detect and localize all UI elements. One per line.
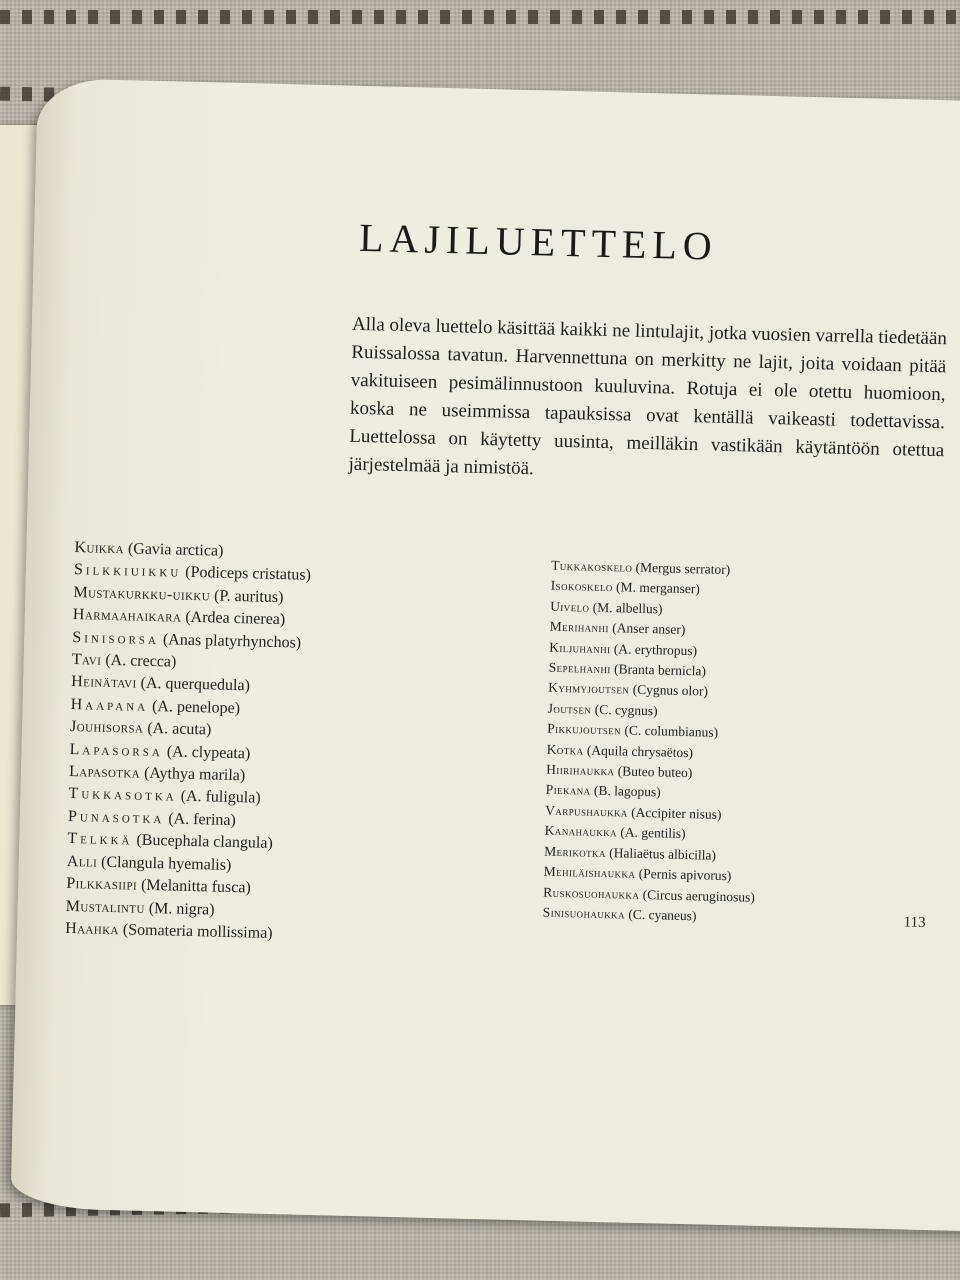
species-common-name: Tavi: [71, 651, 102, 669]
species-common-name: Varpushaukka: [545, 802, 628, 820]
species-common-name: Uivelo: [550, 598, 590, 615]
species-common-name: Mustalintu: [65, 897, 146, 917]
species-latin-name: (Buteo buteo): [617, 763, 693, 781]
species-entry: [65, 918, 303, 946]
species-latin-name: (Bucephala clangula): [136, 831, 273, 853]
species-latin-name: (A. ferina): [168, 810, 237, 829]
species-common-name: Merikotka: [544, 843, 607, 860]
species-latin-name: (Ardea cinerea): [185, 608, 286, 629]
species-latin-name: (Accipiter nisus): [630, 804, 722, 822]
species-common-name: Kanahaukka: [544, 822, 618, 840]
species-common-name: Heinätavi: [71, 673, 137, 693]
species-common-name: Kotka: [546, 741, 584, 758]
species-latin-name: (A. acuta): [147, 720, 212, 739]
species-latin-name: (A. erythropus): [613, 640, 698, 658]
species-latin-name: (M. merganser): [615, 579, 700, 597]
species-latin-name: (A. clypeata): [166, 743, 251, 763]
species-latin-name: (C. cygnus): [594, 701, 658, 719]
species-common-name: Tukkakoskelo: [551, 557, 633, 575]
species-common-name: Sinisuohaukka: [542, 904, 626, 922]
species-common-name: Joutsen: [547, 700, 592, 717]
species-common-name: Haapana: [70, 695, 149, 715]
species-common-name: Piekana: [545, 782, 591, 799]
species-common-name: Telkkä: [67, 830, 133, 849]
species-common-name: Pilkkasiipi: [66, 875, 138, 894]
species-latin-name: (C. columbianus): [624, 722, 719, 741]
fabric-stripe-top: [0, 10, 960, 24]
species-common-name: Pikkujoutsen: [547, 720, 622, 738]
species-common-name: Kuikka: [74, 539, 125, 558]
species-latin-name: (Somateria mollissima): [122, 921, 273, 942]
species-common-name: Haahka: [65, 919, 120, 939]
species-latin-name: (Anser anser): [612, 620, 686, 638]
species-latin-name: (A. gentilis): [620, 824, 686, 842]
species-latin-name: (Anas platyrhynchos): [162, 630, 302, 652]
species-common-name: Harmaahaikara: [72, 606, 182, 626]
species-common-name: Alli: [66, 852, 98, 871]
species-latin-name: (B. lagopus): [593, 783, 661, 800]
species-common-name: Lapasotka: [68, 763, 141, 782]
page-title: LAJILUETTELO: [358, 214, 719, 269]
species-common-name: Kiljuhanhi: [549, 639, 611, 656]
species-list-right: [543, 556, 764, 928]
species-common-name: Ruskosuohaukka: [543, 884, 640, 902]
species-common-name: Sepelhanhi: [548, 659, 611, 677]
species-latin-name: (A. crecca): [105, 651, 177, 671]
species-common-name: Isokoskelo: [550, 578, 613, 595]
species-latin-name: (Pernis apivorus): [638, 866, 732, 884]
species-latin-name: (Haliaëtus albicilla): [609, 844, 717, 863]
page-number: 113: [903, 914, 926, 931]
species-latin-name: (Circus aeruginosus): [642, 886, 756, 905]
species-common-name: Mustakurkku-uikku: [73, 583, 211, 605]
species-latin-name: (M. albellus): [592, 599, 663, 617]
species-common-name: Punasotka: [67, 807, 165, 828]
species-latin-name: (Melanitta fusca): [140, 876, 251, 897]
species-common-name: Hiirihaukka: [546, 761, 615, 779]
species-latin-name: (A. querquedula): [140, 675, 251, 695]
intro-paragraph: Alla oleva luettelo käsittää kaikki ne lintulajit, jotka vuosien varrella tiedetään Ruissalossa tavatun. Harvennettuna on merkitty ne lajit, joita voidaan pitää vakituiseen pesimälinnustoon kuuluvina. Rotuja ei ole otettu huomioon, koska ne useimmissa tapauksissa ovat kentällä vaikeasti todettavissa. Luettelossa on käytetty uusinta, meilläkin vastikään käytäntöön otettua järjestelmää ja nimistöä.: [348, 313, 948, 480]
species-common-name: Merihanhi: [549, 618, 610, 636]
species-common-name: Tukkasotka: [68, 785, 177, 806]
species-latin-name: (Cygnus olor): [632, 682, 709, 699]
species-latin-name: (Mergus serrator): [635, 559, 731, 578]
species-latin-name: (Aquila chrysaëtos): [586, 742, 694, 760]
species-latin-name: (P. auritus): [213, 587, 284, 606]
species-latin-name: (A. penelope): [151, 697, 241, 717]
species-common-name: Jouhisorsa: [69, 718, 144, 738]
species-common-name: Silkkiuikku: [73, 561, 182, 582]
species-latin-name: (A. fuligula): [180, 788, 261, 808]
species-common-name: Sinisorsa: [72, 628, 160, 648]
species-latin-name: (Branta bernicla): [613, 661, 707, 679]
species-latin-name: (C. cyaneus): [628, 906, 697, 924]
species-latin-name: (Gavia arctica): [127, 540, 224, 560]
species-common-name: Mehiläishaukka: [543, 863, 636, 881]
book-page: [10, 78, 960, 1231]
species-latin-name: (Clangula hyemalis): [100, 853, 232, 874]
species-latin-name: (M. nigra): [148, 899, 215, 919]
species-common-name: Lapasorsa: [69, 740, 164, 760]
species-common-name: Kyhmyjoutsen: [548, 680, 630, 698]
species-latin-name: (Podiceps cristatus): [185, 564, 312, 585]
species-list-left: [65, 537, 312, 946]
species-latin-name: (Aythya marila): [143, 764, 246, 785]
